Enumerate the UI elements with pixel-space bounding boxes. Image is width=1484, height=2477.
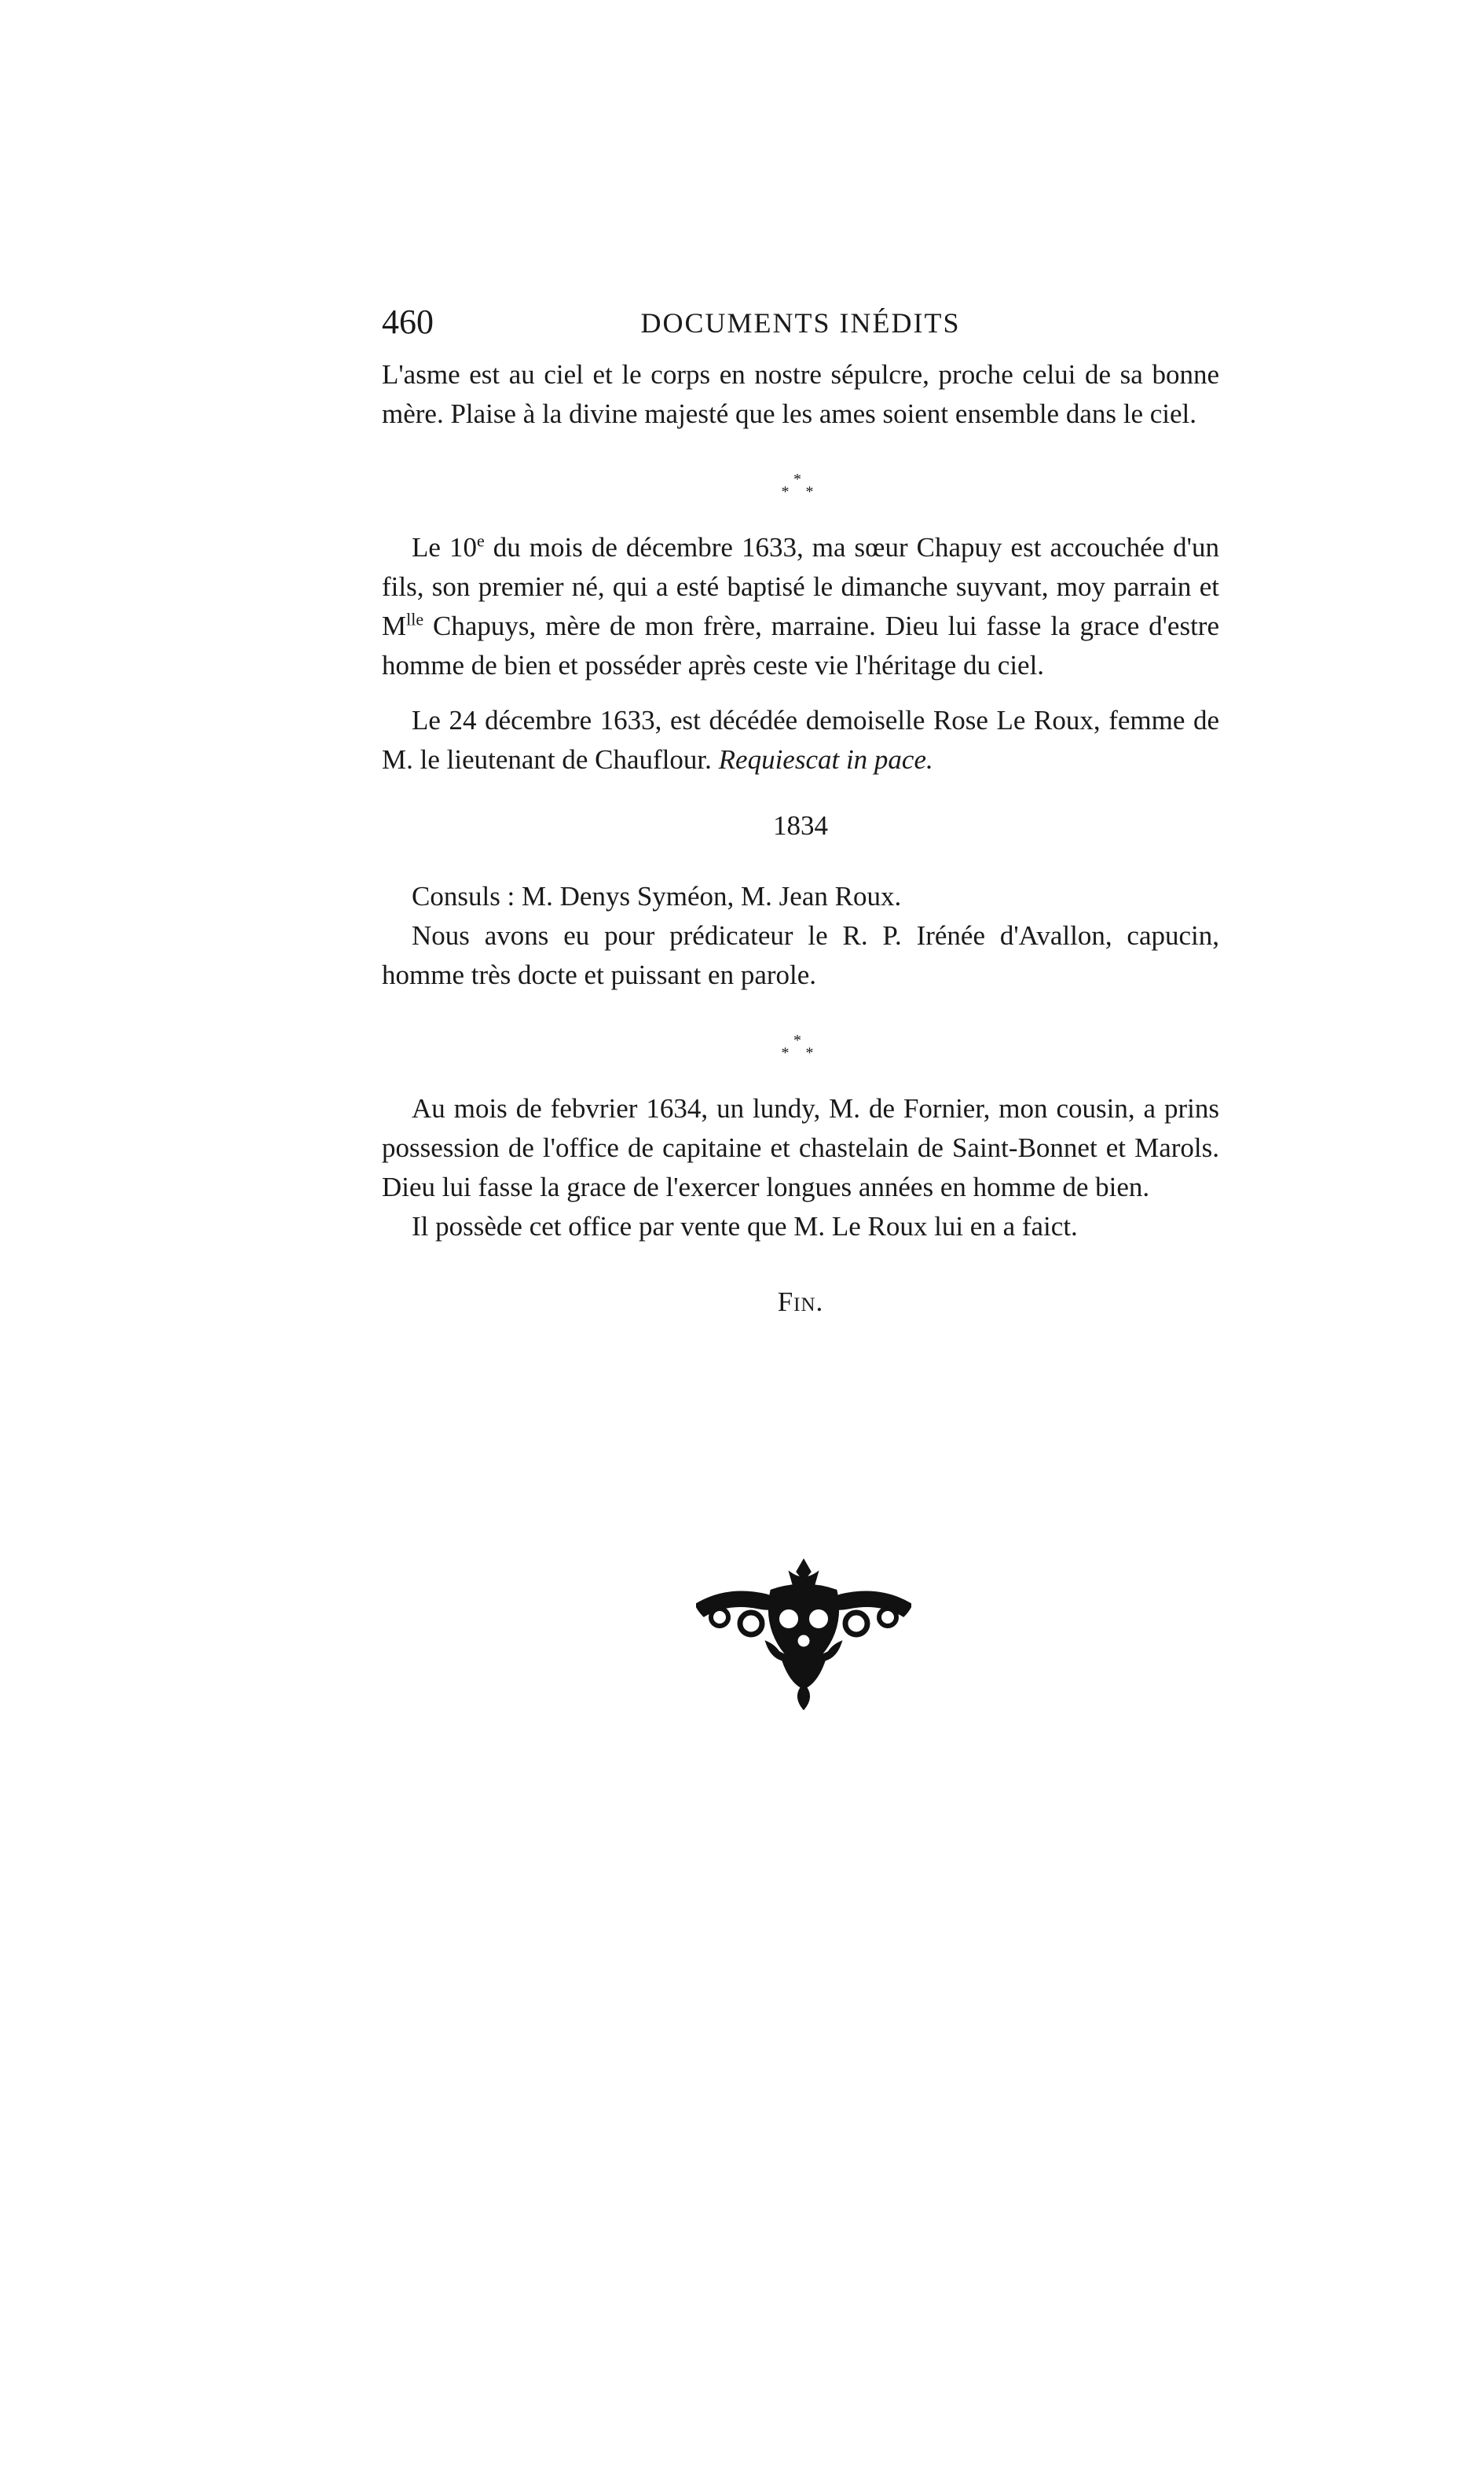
paragraph-3 [382, 701, 1219, 780]
paragraph-2-end: Chapuys, mère de mon frère, marraine. Dieu lui fasse la grace d'estre homme de bien et posséder après ceste vie l'héritage du ciel. [382, 611, 1219, 681]
fin-label: Fin. [777, 1286, 824, 1317]
page-header [382, 302, 1219, 349]
paragraph-2-start: Le 10 [412, 532, 477, 563]
year-heading: 1834 [773, 810, 828, 841]
running-title: DOCUMENTS INÉDITS [640, 307, 961, 339]
paragraph-2-middle: du mois de décembre 1633, ma sœur Chapuy est accouchée d'un fils, son premier né, qui a esté baptisé le dimanche suyvant, moy parrain et M [382, 532, 1219, 641]
paragraph-7: Il possède cet office par vente que M. Le Roux lui en a faict. [412, 1211, 1078, 1242]
asterism-top: * [793, 471, 808, 488]
page-number: 460 [382, 303, 434, 341]
asterism-bottom: * * [781, 1044, 820, 1062]
title-superscript: lle [406, 609, 424, 629]
paragraph-3-latin: Requiescat in pace. [718, 744, 933, 775]
paragraph-6: Au mois de febvrier 1634, un lundy, M. de Fornier, mon cousin, a prins possession de l'office de capitaine et chastelain de Saint-Bonnet et Marols. Dieu lui fasse la grace de l'exercer longues années en homme de bien. [382, 1093, 1219, 1202]
paragraph-4: Consuls : M. Denys Syméon, M. Jean Roux. [412, 881, 902, 912]
asterism-2 [382, 995, 1219, 1089]
paragraph-2 [382, 528, 1219, 685]
body-text [382, 355, 1219, 1322]
paragraph-5: Nous avons eu pour prédicateur le R. P. Irénée d'Avallon, capucin, homme très docte et puissant en parole. [382, 920, 1219, 990]
paragraph-3-main: Le 24 décembre 1633, est décédée demoiselle Rose Le Roux, femme de M. le lieutenant de Chauflour. [382, 705, 1219, 775]
ordinal-superscript: e [476, 530, 485, 551]
asterism-top: * [793, 1032, 808, 1049]
asterism-1 [382, 434, 1219, 528]
asterism-bottom: * * [781, 483, 820, 501]
paragraph-1: L'asme est au ciel et le corps en nostre sépulcre, proche celui de sa bonne mère. Plaise à la divine majesté que les ames soient ensemble dans le ciel. [382, 359, 1219, 429]
fleuron-icon [696, 1556, 911, 1710]
